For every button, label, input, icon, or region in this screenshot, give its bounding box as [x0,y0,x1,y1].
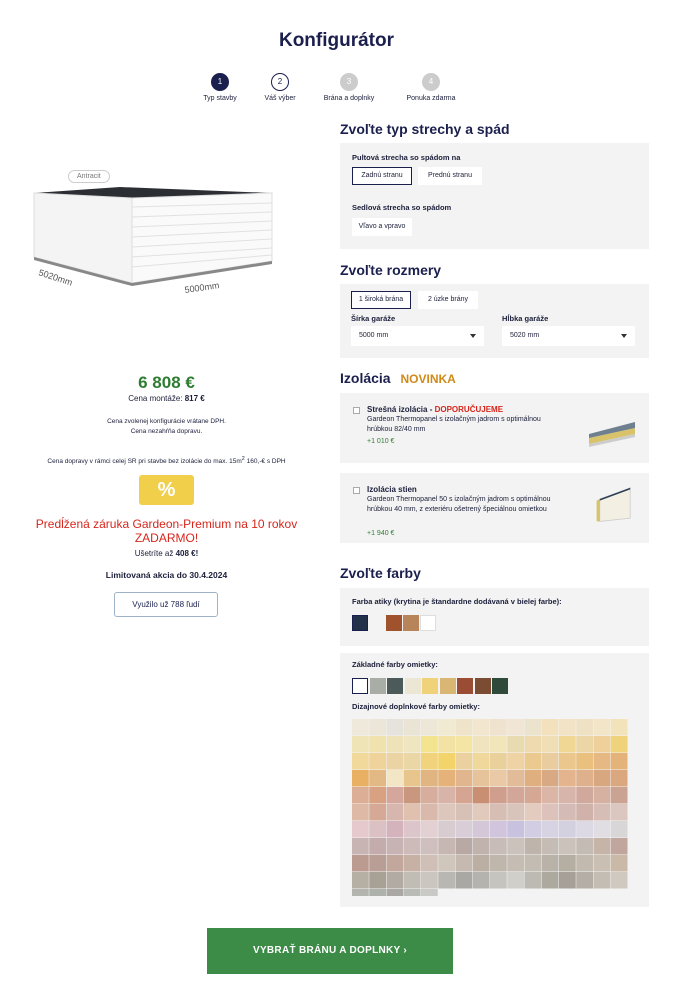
design-color-swatch[interactable] [559,804,576,821]
design-color-swatch[interactable] [438,787,455,804]
design-color-swatch[interactable] [559,736,576,753]
design-color-swatch[interactable] [542,736,559,753]
design-color-swatch[interactable] [559,872,576,889]
limited-offer: Limitovaná akcia do 30.4.2024 [105,570,228,580]
design-color-swatch[interactable] [369,719,386,736]
option-price: +1 940 € [367,530,395,537]
savings [0,549,333,558]
design-color-swatch[interactable] [559,719,576,736]
design-color-swatch[interactable] [507,821,524,838]
insulation-heading [340,370,456,386]
price-note-transport: Cena nezahŕňa dopravu. [130,428,203,435]
price-note-vat: Cena zvolenej konfigurácie vrátane DPH. [107,418,226,425]
design-color-swatch[interactable] [473,872,490,889]
base-color-swatch[interactable] [387,678,403,694]
design-color-swatch[interactable] [490,770,507,787]
design-color-swatch[interactable] [473,787,490,804]
design-color-swatch[interactable] [456,821,473,838]
base-color-swatch[interactable] [440,678,456,694]
design-color-swatch[interactable] [421,838,438,855]
design-color-swatch[interactable] [438,821,455,838]
mono-roof-label: Pultová strecha so spádom na [352,153,461,162]
design-color-swatch[interactable] [387,872,404,889]
design-color-swatch[interactable] [404,838,421,855]
design-color-swatch[interactable] [456,719,473,736]
design-color-swatch[interactable] [611,838,628,855]
base-color-label: Základné farby omietky: [352,660,438,669]
option-title: Izolácia stien [367,485,417,494]
design-color-swatch[interactable] [352,821,369,838]
design-color-swatch[interactable] [507,736,524,753]
design-color-swatch[interactable] [611,872,628,889]
design-color-swatch[interactable] [490,838,507,855]
wall-panel-icon [590,483,640,523]
design-color-swatch[interactable] [421,821,438,838]
design-color-swatch[interactable] [404,889,421,896]
option-title-text: Strešná izolácia - [367,405,435,414]
attic-swatch-brown[interactable] [386,615,402,631]
design-color-swatch[interactable] [387,838,404,855]
design-color-swatch[interactable] [387,770,404,787]
design-color-swatch[interactable] [352,770,369,787]
design-color-swatch[interactable] [594,770,611,787]
design-color-swatch[interactable] [594,804,611,821]
design-color-swatch[interactable] [438,838,455,855]
design-color-swatch[interactable] [387,719,404,736]
design-color-swatch[interactable] [576,855,593,872]
design-color-swatch[interactable] [611,821,628,838]
design-color-swatch[interactable] [369,838,386,855]
design-color-swatch[interactable] [473,753,490,770]
design-color-swatch[interactable] [559,821,576,838]
base-color-swatch[interactable] [422,678,438,694]
design-color-swatch[interactable] [473,855,490,872]
attic-swatch-white[interactable] [420,615,436,631]
save-label: Ušetríte až [134,549,174,558]
design-color-swatch[interactable] [369,889,386,896]
design-color-swatch[interactable] [387,787,404,804]
design-color-swatch[interactable] [507,838,524,855]
base-color-swatch[interactable] [352,678,368,694]
step-number: 2 [271,73,289,91]
depth-label: Hĺbka garáže [502,314,549,323]
design-color-swatch[interactable] [369,787,386,804]
design-color-swatch[interactable] [611,855,628,872]
transport-text: Cena dopravy v rámci celej SR pri stavbe bez izolácie do max. 15m [47,458,242,466]
design-color-swatch[interactable] [542,855,559,872]
design-color-swatch[interactable] [576,736,593,753]
design-color-swatch[interactable] [473,770,490,787]
design-color-swatch[interactable] [559,787,576,804]
design-color-swatch[interactable] [525,753,542,770]
design-color-label: Dizajnové doplnkové farby omietky: [352,702,480,711]
design-color-swatch[interactable] [473,736,490,753]
design-color-swatch[interactable] [369,804,386,821]
base-color-swatch[interactable] [475,678,491,694]
step-label: Ponuka zdarma [406,95,456,102]
design-color-swatch[interactable] [404,719,421,736]
design-color-swatch[interactable] [421,753,438,770]
attic-color-label: Farba atiky (krytina je štandardne dodávaná v bielej farbe): [352,597,562,606]
gate-narrow-option[interactable]: 2 úzke brány [418,291,478,309]
design-color-swatch[interactable] [456,753,473,770]
design-color-grid [352,719,628,896]
design-color-swatch[interactable] [490,753,507,770]
design-color-swatch[interactable] [542,838,559,855]
design-color-swatch[interactable] [490,804,507,821]
design-color-swatch[interactable] [611,753,628,770]
design-color-swatch[interactable] [352,753,369,770]
design-color-swatch[interactable] [404,753,421,770]
design-color-swatch[interactable] [438,872,455,889]
design-color-swatch[interactable] [421,872,438,889]
width-select[interactable]: 5000 mm [351,326,484,346]
option-description: Gardeon Thermopanel s izolačným jadrom s optimálnou hrúbkou 82/40 mm [367,416,541,433]
save-value: 408 €! [175,549,199,558]
roof-gable-option[interactable]: Vľavo a vpravo [352,218,412,236]
design-color-swatch[interactable] [490,787,507,804]
design-color-swatch[interactable] [421,770,438,787]
design-color-swatch[interactable] [456,804,473,821]
design-color-swatch[interactable] [525,719,542,736]
design-color-swatch[interactable] [421,719,438,736]
design-color-swatch[interactable] [576,753,593,770]
design-color-swatch[interactable] [594,719,611,736]
step-label: Brána a doplnky [323,95,375,102]
design-color-swatch[interactable] [404,770,421,787]
step-number: 1 [211,73,229,91]
design-color-swatch[interactable] [594,855,611,872]
design-color-swatch[interactable] [438,770,455,787]
roof-heading: Zvoľte typ strechy a spád [340,121,510,137]
design-color-swatch[interactable] [611,719,628,736]
design-color-swatch[interactable] [507,770,524,787]
design-color-swatch[interactable] [507,787,524,804]
design-color-swatch[interactable] [542,787,559,804]
width-label: Šírka garáže [351,314,396,323]
garage-preview [20,165,300,300]
design-color-swatch[interactable] [456,787,473,804]
design-color-swatch[interactable] [611,804,628,821]
percent-ticket-icon: % [139,475,194,505]
design-color-swatch[interactable] [421,855,438,872]
design-color-swatch[interactable] [559,770,576,787]
design-color-swatch[interactable] [369,736,386,753]
design-color-swatch[interactable] [369,821,386,838]
width-dimension: 5000mm [183,280,220,295]
design-color-swatch[interactable] [438,804,455,821]
design-color-swatch[interactable] [456,855,473,872]
design-color-swatch[interactable] [542,821,559,838]
montage-value: 817 € [184,394,205,403]
design-color-swatch[interactable] [594,838,611,855]
design-color-swatch[interactable] [576,719,593,736]
design-color-swatch[interactable] [576,804,593,821]
roof-insulation-option[interactable] [340,393,649,463]
step-number: 4 [422,73,440,91]
design-color-swatch[interactable] [369,753,386,770]
design-color-swatch[interactable] [611,787,628,804]
montage-label: Cena montáže: [128,394,183,403]
design-color-swatch[interactable] [387,804,404,821]
design-color-swatch[interactable] [352,787,369,804]
design-color-swatch[interactable] [438,753,455,770]
design-color-swatch[interactable] [525,855,542,872]
color-badge: Antracit [68,170,110,183]
step-gate[interactable] [304,73,394,102]
page-title: Konfigurátor [278,30,395,51]
next-step-button[interactable]: VYBRAŤ BRÁNU A DOPLNKY › [207,928,453,974]
design-color-swatch[interactable] [525,770,542,787]
design-color-swatch[interactable] [369,872,386,889]
new-badge: NOVINKA [400,372,456,386]
roof-insulation-checkbox[interactable] [353,407,360,414]
design-color-swatch[interactable] [369,770,386,787]
design-color-swatch[interactable] [404,787,421,804]
warranty-promo [0,517,333,545]
base-color-swatch[interactable] [370,678,386,694]
design-color-swatch[interactable] [507,855,524,872]
transport-price: 160,-€ s DPH [244,458,286,466]
design-color-swatch[interactable] [594,872,611,889]
roof-panel [340,143,649,249]
design-color-swatch[interactable] [611,770,628,787]
design-color-swatch[interactable] [387,855,404,872]
design-color-swatch[interactable] [404,872,421,889]
design-color-swatch[interactable] [352,855,369,872]
design-color-swatch[interactable] [507,872,524,889]
design-color-swatch[interactable] [525,838,542,855]
option-description: Gardeon Thermopanel 50 s izolačným jadrom s optimálnou hrúbkou 40 mm, z exteriéru ošetrený špeciálnou omietkou [367,496,551,513]
design-color-swatch[interactable] [352,719,369,736]
design-color-swatch[interactable] [352,736,369,753]
design-color-swatch[interactable] [352,872,369,889]
gable-roof-label: Sedlová strecha so spádom [352,203,452,212]
total-price: 6 808 € [138,373,195,392]
dims-panel [340,284,649,358]
base-color-swatch[interactable] [457,678,473,694]
depth-select[interactable]: 5020 mm [502,326,635,346]
design-color-swatch[interactable] [490,872,507,889]
design-color-swatch[interactable] [473,838,490,855]
design-color-swatch[interactable] [576,821,593,838]
design-color-swatch[interactable] [611,736,628,753]
design-color-swatch[interactable] [542,804,559,821]
design-color-swatch[interactable] [542,753,559,770]
design-color-swatch[interactable] [456,838,473,855]
transport-sup: 2 [241,456,245,462]
design-color-swatch[interactable] [438,736,455,753]
design-color-swatch[interactable] [352,838,369,855]
option-price: +1 010 € [367,438,395,445]
roof-back-option[interactable]: Zadnú stranu [352,167,412,185]
step-label: Typ stavby [203,95,237,102]
attic-color-panel [340,588,649,646]
design-color-swatch[interactable] [473,804,490,821]
design-color-swatch[interactable] [490,821,507,838]
step-number: 3 [340,73,358,91]
step-label: Váš výber [264,95,296,102]
option-title [367,405,503,414]
design-color-swatch[interactable] [576,770,593,787]
design-color-swatch[interactable] [404,855,421,872]
design-color-swatch[interactable] [594,753,611,770]
wall-insulation-checkbox[interactable] [353,487,360,494]
design-color-swatch[interactable] [421,889,438,896]
wall-insulation-option[interactable] [340,473,649,543]
roof-panel-icon [587,408,637,448]
design-color-swatch[interactable] [404,804,421,821]
design-color-swatch[interactable] [352,804,369,821]
design-color-swatch[interactable] [507,753,524,770]
design-color-swatch[interactable] [456,770,473,787]
design-color-swatch[interactable] [369,855,386,872]
warranty-line2: ZADARMO! [134,531,199,545]
colors-heading: Zvoľte farby [340,565,421,581]
design-color-swatch[interactable] [594,821,611,838]
step-offer[interactable] [386,73,476,102]
design-color-swatch[interactable] [559,838,576,855]
design-color-swatch[interactable] [438,719,455,736]
dims-heading: Zvoľte rozmery [340,262,442,278]
design-color-swatch[interactable] [490,736,507,753]
design-color-swatch[interactable] [594,787,611,804]
design-color-swatch[interactable] [404,736,421,753]
design-color-swatch[interactable] [525,821,542,838]
design-color-swatch[interactable] [421,787,438,804]
design-color-swatch[interactable] [473,719,490,736]
design-color-swatch[interactable] [456,872,473,889]
design-color-swatch[interactable] [576,872,593,889]
design-color-swatch[interactable] [421,736,438,753]
used-count-button[interactable]: Využilo už 788 ľudí [114,592,218,617]
design-color-swatch[interactable] [387,821,404,838]
design-color-swatch[interactable] [542,719,559,736]
recommend-label: DOPORUČUJEME [434,405,504,414]
design-color-swatch[interactable] [525,872,542,889]
design-color-swatch[interactable] [352,889,369,896]
gate-wide-option[interactable]: 1 široká brána [351,291,411,309]
design-color-swatch[interactable] [421,804,438,821]
design-color-swatch[interactable] [525,804,542,821]
montage-price [0,394,333,403]
design-color-swatch[interactable] [559,855,576,872]
design-color-swatch[interactable] [507,719,524,736]
design-color-swatch[interactable] [490,719,507,736]
design-color-swatch[interactable] [576,787,593,804]
design-color-swatch[interactable] [559,753,576,770]
attic-swatch-anthracite[interactable] [352,615,368,631]
attic-swatch-oak[interactable] [403,615,419,631]
design-color-swatch[interactable] [525,736,542,753]
transport-note [0,456,333,465]
design-color-swatch[interactable] [542,770,559,787]
design-color-swatch[interactable] [525,787,542,804]
design-color-swatch[interactable] [490,855,507,872]
base-color-swatch[interactable] [492,678,508,694]
price-note [0,417,333,437]
base-color-swatch[interactable] [405,678,421,694]
design-color-swatch[interactable] [438,855,455,872]
insulation-title: Izolácia [340,370,391,386]
roof-front-option[interactable]: Prednú stranu [418,167,482,185]
design-color-swatch[interactable] [387,736,404,753]
design-color-swatch[interactable] [542,872,559,889]
design-color-swatch[interactable] [594,736,611,753]
design-color-swatch[interactable] [387,753,404,770]
design-color-swatch[interactable] [387,889,404,896]
design-color-swatch[interactable] [404,821,421,838]
plaster-color-panel [340,653,649,907]
design-color-swatch[interactable] [507,804,524,821]
design-color-swatch[interactable] [473,821,490,838]
warranty-line1: Predĺžená záruka Gardeon-Premium na 10 rokov [35,517,298,531]
design-color-swatch[interactable] [576,838,593,855]
depth-dimension: 5020mm [37,267,74,288]
design-color-swatch[interactable] [456,736,473,753]
